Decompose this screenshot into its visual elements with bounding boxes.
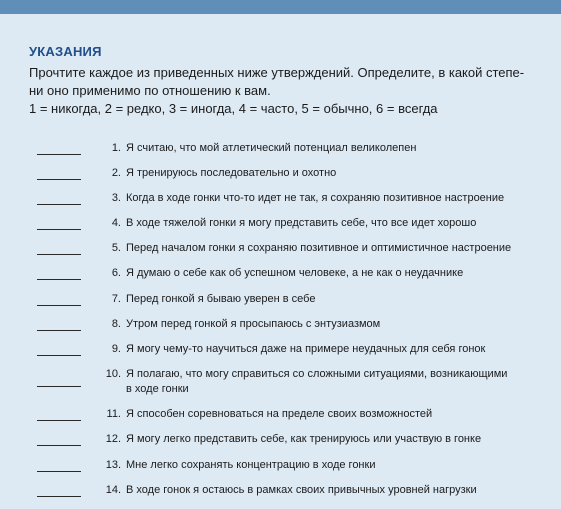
- statement-text: Перед гонкой я бываю уверен в себе: [126, 293, 316, 305]
- answer-blank[interactable]: [37, 305, 81, 306]
- statement-number: 4.: [111, 217, 121, 229]
- statement-text: Я думаю о себе как об успешном человеке, а не как о неудачнике: [126, 267, 464, 279]
- answer-blank[interactable]: [37, 229, 81, 230]
- statement-number: 12.: [105, 433, 121, 445]
- statement-number: 8.: [111, 318, 121, 330]
- statement-row: [37, 241, 547, 259]
- answer-blank[interactable]: [37, 420, 81, 421]
- statement-row: [37, 483, 547, 501]
- statement-row: [37, 432, 547, 450]
- statement-number: 9.: [111, 343, 121, 355]
- statement-number: 14.: [105, 484, 121, 496]
- statement-text: Я могу легко представить себе, как тренируюсь или участвую в гонке: [126, 433, 482, 445]
- statement-number: 3.: [111, 192, 121, 204]
- answer-blank[interactable]: [37, 204, 81, 205]
- answer-blank[interactable]: [37, 279, 81, 280]
- statement-text-continued: в ходе гонки: [126, 383, 189, 395]
- answer-blank[interactable]: [37, 471, 81, 472]
- answer-blank[interactable]: [37, 179, 81, 180]
- statement-row: [37, 141, 547, 159]
- statement-row: [37, 216, 547, 234]
- statement-row: [37, 407, 547, 425]
- statement-number: 7.: [111, 293, 121, 305]
- instructions-block: [29, 44, 549, 118]
- statement-number: 13.: [105, 459, 121, 471]
- statement-row: [37, 292, 547, 310]
- instructions-line-2: ни оно применимо по отношению к вам.: [29, 83, 271, 98]
- statement-text: Утром перед гонкой я просыпаюсь с энтузиазмом: [126, 318, 381, 330]
- answer-blank[interactable]: [37, 330, 81, 331]
- statement-text: Мне легко сохранять концентрацию в ходе гонки: [126, 459, 376, 471]
- section-heading: УКАЗАНИЯ: [29, 44, 102, 59]
- statement-text: Перед началом гонки я сохраняю позитивное и оптимистичное настроение: [126, 242, 512, 254]
- top-color-band: [0, 0, 561, 14]
- statement-number: 2.: [111, 167, 121, 179]
- statement-text: Когда в ходе гонки что-то идет не так, я сохраняю позитивное настроение: [126, 192, 505, 204]
- answer-blank[interactable]: [37, 254, 81, 255]
- answer-blank[interactable]: [37, 154, 81, 155]
- answer-blank[interactable]: [37, 496, 81, 497]
- statement-row: [37, 266, 547, 284]
- statement-text: Я считаю, что мой атлетический потенциал великолепен: [126, 142, 417, 154]
- answer-blank[interactable]: [37, 355, 81, 356]
- statement-text: Я полагаю, что могу справиться со сложными ситуациями, возникающими: [126, 368, 508, 380]
- statement-text: В ходе гонок я остаюсь в рамках своих привычных уровней нагрузки: [126, 484, 477, 496]
- rating-scale: 1 = никогда, 2 = редко, 3 = иногда, 4 = часто, 5 = обычно, 6 = всегда: [29, 101, 438, 116]
- statement-text: Я способен соревноваться на пределе своих возможностей: [126, 408, 433, 420]
- answer-blank[interactable]: [37, 386, 81, 387]
- statement-number: 1.: [111, 142, 121, 154]
- statement-row: [37, 342, 547, 360]
- statement-number: 6.: [111, 267, 121, 279]
- statement-row: [37, 166, 547, 184]
- statement-text: В ходе тяжелой гонки я могу представить себе, что все идет хорошо: [126, 217, 477, 229]
- answer-blank[interactable]: [37, 445, 81, 446]
- statement-number: 10.: [105, 368, 121, 380]
- statement-number: 11.: [106, 408, 121, 420]
- statement-row: [37, 191, 547, 209]
- instructions-line-1: Прочтите каждое из приведенных ниже утверждений. Определите, в какой степе-: [29, 65, 525, 80]
- statement-row: [37, 317, 547, 335]
- statement-row: [37, 367, 547, 401]
- statement-text: Я тренируюсь последовательно и охотно: [126, 167, 337, 179]
- statement-row: [37, 458, 547, 476]
- statement-number: 5.: [111, 242, 121, 254]
- statement-text: Я могу чему-то научиться даже на примере неудачных для себя гонок: [126, 343, 486, 355]
